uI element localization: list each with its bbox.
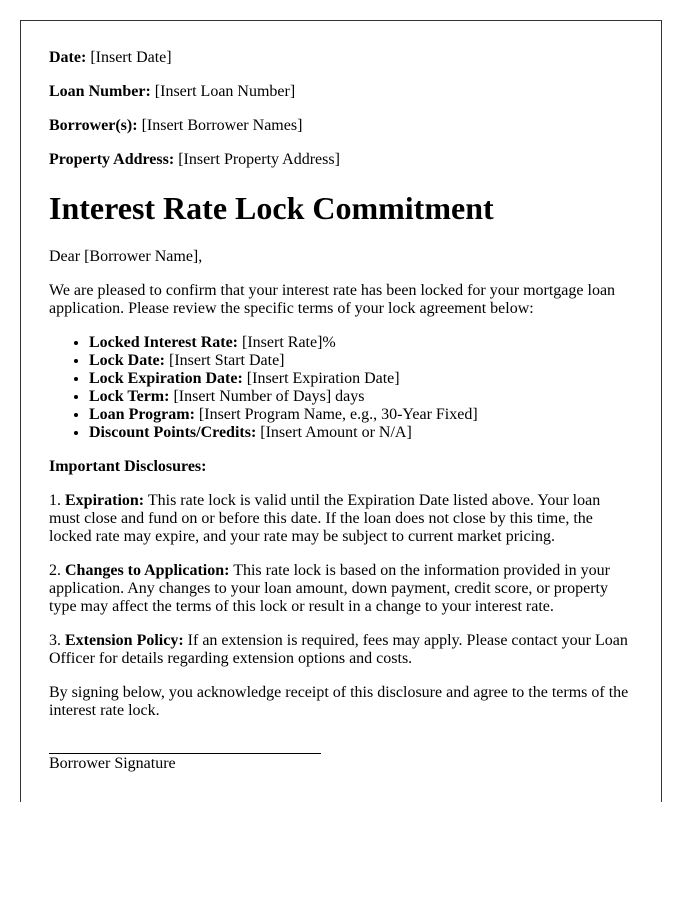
list-item: • Lock Term: [Insert Number of Days] days [89,388,633,406]
list-item: • Locked Interest Rate: [Insert Rate]% [89,334,633,352]
signature-label: Borrower Signature [49,755,176,772]
list-item: • Discount Points/Credits: [Insert Amount or N/A] [89,424,633,442]
salutation: Dear [Borrower Name], [49,248,203,265]
acknowledgment: By signing below, you acknowledge receipt of this disclosure and agree to the terms of the interest rate lock. [49,684,629,719]
intro-paragraph: We are pleased to confirm that your interest rate has been locked for your mortgage loan application. Please review the specific terms of your lock agreement below: [49,282,616,317]
loan-number-field: Loan Number: [Insert Loan Number] [49,83,296,100]
disclosure-expiration: 1. Expiration: This rate lock is valid until the Expiration Date listed above. Your loan must close and fund on or before this date. If the loan does not close by this time, the locked rate may expire, and your rate may be subject to current market pricing. [49,492,601,545]
list-item: • Loan Program: [Insert Program Name, e.g., 30-Year Fixed] [89,406,633,424]
disclosures-heading: Important Disclosures: [49,458,207,475]
date-field: Date: [Insert Date] [49,49,172,66]
document-title: Interest Rate Lock Commitment [49,190,494,226]
list-item: • Lock Expiration Date: [Insert Expiration Date] [89,370,633,388]
lock-terms-list [49,334,633,442]
borrowers-field: Borrower(s): [Insert Borrower Names] [49,117,303,134]
signature-line[interactable] [49,753,321,754]
document-page [20,20,662,802]
property-address-field: Property Address: [Insert Property Address] [49,151,340,168]
disclosure-extension: 3. Extension Policy: If an extension is required, fees may apply. Please contact your Loan Officer for details regarding extension options and costs. [49,632,628,667]
list-item: • Lock Date: [Insert Start Date] [89,352,633,370]
disclosure-changes: 2. Changes to Application: This rate lock is based on the information provided in your application. Any changes to your loan amount, down payment, credit score, or property type may affect the terms of this lock or result in a change to your interest rate. [49,562,610,615]
